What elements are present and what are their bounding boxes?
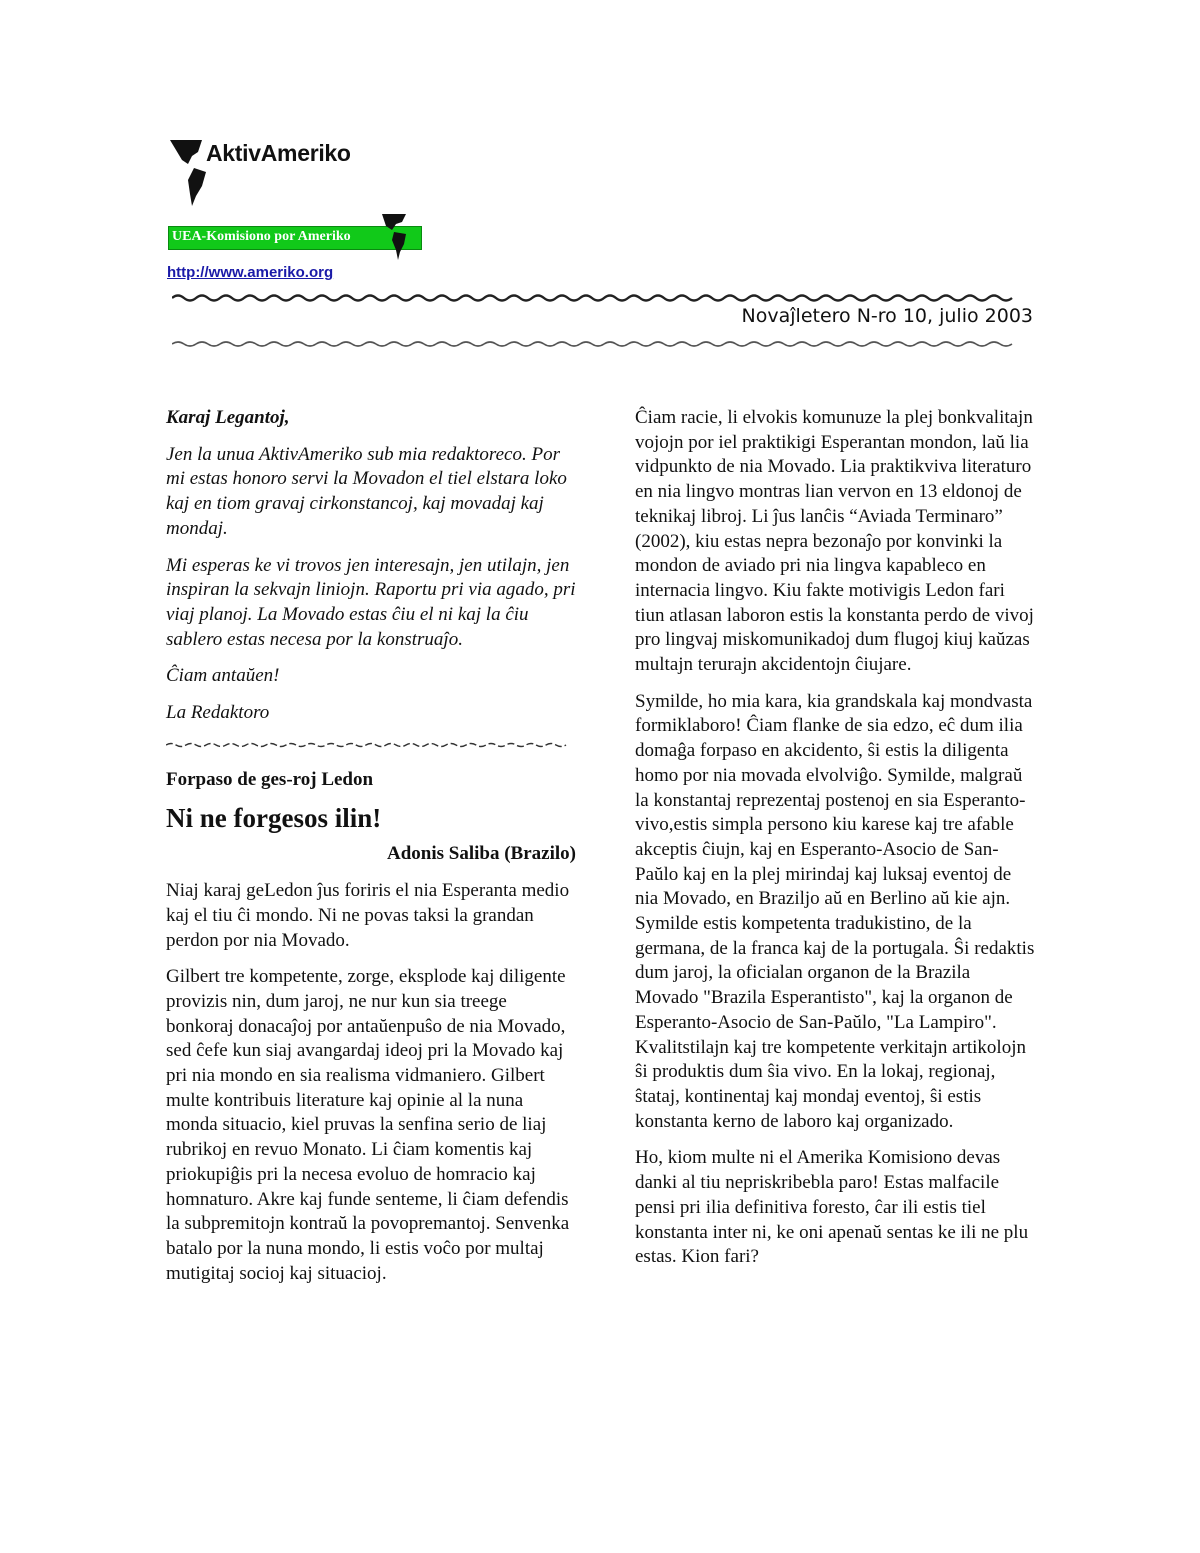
left-column: [166, 406, 576, 1298]
logo-text: AktivAmeriko: [206, 140, 351, 166]
aktivameriko-logo: [168, 138, 398, 208]
commission-banner: [168, 212, 423, 262]
article-paragraph: Niaj karaj geLedon ĵus foriris el nia Esperanta medio kaj el tiu ĉi mondo. Ni ne povas taksi la grandan perdon por nia Movado.: [166, 880, 570, 951]
article-paragraph: Ho, kiom multe ni el Amerika Komisiono devas danki al tiu nepriskribebla paro! Estas malfacile pensi pri ilia definitiva foresto, ĉar ili estis tiel konstanta inter ni, ke oni apenaŭ sentas ke ili ne plu estas. Kion fari?: [635, 1147, 1029, 1268]
americas-map-icon: [168, 138, 208, 208]
article-headline: Ni ne forgesos ilin!: [166, 803, 382, 834]
editorial-paragraph: Jen la unua AktivAmeriko sub mia redaktoreco. Por mi estas honoro servi la Movadon el tiel elstara loko kaj en tiom gravaj cirkonstancoj, kaj movadaj kaj mondaj.: [166, 443, 567, 539]
americas-map-icon: [376, 212, 422, 262]
right-column: [635, 406, 1035, 1282]
editorial-closing: Ĉiam antaŭen!: [166, 665, 280, 687]
wavy-divider-bottom: [172, 338, 1022, 350]
website-link[interactable]: http://www.ameriko.org: [167, 264, 334, 281]
article-paragraph: Symilde, ho mia kara, kia grandskala kaj mondvasta formiklaboro! Ĉiam flanke de sia edzo, eĉ dum ilia domaĝa forpaso en akcidento, ŝi estis la diligenta homo por nia movada elvolviĝo. Symilde, malgraŭ la konstantaj reprezentaj postenoj en sia Esperanto-vivo,estis simpla persono kiu karese kaj tre afable akceptis ĉiujn, kaj en Esperanto-Asocio de San-Paŭlo kaj en la plej mirindaj kaj luksaj eventoj de nia Movado, en Braziljo aŭ en Berlino aŭ kie ajn. Symilde estis kompetenta tradukistino, de la germana, de la franca kaj de la portugala. Ŝi redaktis dum jaroj, la oficialan organon de la Brazila Movado "Brazila Esperantisto", kaj la organon de Esperanto-Asocio de San-Paŭlo, "La Lampiro". Kvalitstilajn kaj tre kompetente verkitajn artikolojn ŝi produktis dum ŝia vivo. En la lokaj, regionaj, ŝtataj, kontinentaj kaj mondaj eventoj, ŝi estis konstanta kerno de laboro kaj organizado.: [635, 690, 1035, 1132]
editorial-signature: La Redaktoro: [166, 702, 270, 724]
editorial-salutation: Karaj Legantoj,: [166, 407, 290, 428]
banner-label: UEA-Komisiono por Ameriko: [172, 229, 351, 244]
article-kicker: Forpaso de ges-roj Ledon: [166, 768, 374, 790]
article-paragraph: Gilbert tre kompetente, zorge, eksplode kaj diligente provizis nin, dum jaroj, ne nur kun sia treege bonkoraj donacaĵoj por antaŭenpuŝo de nia Movado, sed ĉefe kun siaj avangardaj ideoj pri la Movado kaj pri nia mondo en sia realisma vidmaniero. Gilbert multe kontribuis literature kaj opinie al la nuna monda situacio, kiel pruvas la senfina serio de liaj rubrikoj en revuo Monato. Li ĉiam komentis kaj priokupiĝis pri la necesa evoluo de homracio kaj homnaturo. Akre kaj funde senteme, li ĉiam defendis la subpremitojn kontraŭ la povopremantoj. Senvenka batalo por la nuna mondo, li estis voĉo por multaj mutigitaj socioj kaj situacioj.: [166, 966, 570, 1284]
wavy-divider-top: [172, 292, 1022, 304]
article-paragraph: Ĉiam racie, li elvokis komunuze la plej bonkvalitajn vojojn por iel praktikigi Esperantan mondon, laŭ lia vidpunkto de nia Movado. Lia praktikviva literaturo en nia lingvo montras lian vervon en 13 eldonoj de teknikaj libroj. Li ĵus lanĉis “Aviada Terminaro” (2002), kiu estas nepra bezonaĵo por konvinki la mondon de aviado pri nia lingva kapableco en internacia lingvo. Kiu fakte motivigis Ledon fari tiun atlasan laboron estis la konstanta perdo de vivoj pro lingvaj miskomunikadoj dum flugoj kiuj kaŭzas multajn terurajn akcidentojn ĉiujare.: [635, 407, 1034, 676]
issue-line: Novaĵletero N-ro 10, julio 2003: [741, 305, 1033, 327]
article-author: Adonis Saliba (Brazilo): [387, 843, 576, 865]
section-divider: [166, 740, 574, 750]
editorial-paragraph: Mi esperas ke vi trovos jen interesajn, jen utilajn, jen inspiran la sekvajn liniojn. Raportu pri via agado, pri viaj planoj. La Movado estas ĉiu el ni kaj la ĉiu sablero estas necesa por la konstruaĵo.: [166, 554, 576, 650]
